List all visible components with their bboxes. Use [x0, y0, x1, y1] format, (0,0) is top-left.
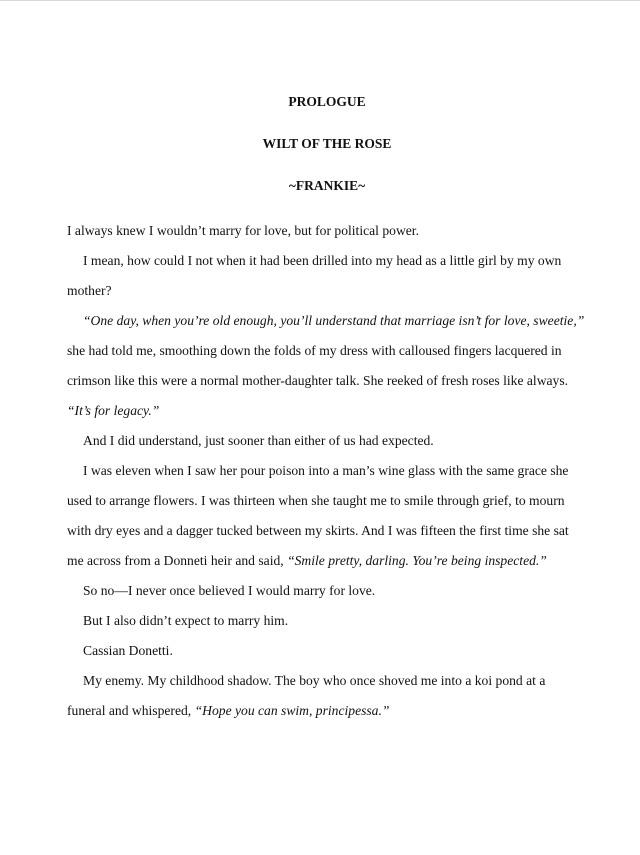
paragraph-4: [67, 426, 587, 456]
paragraph-6: [67, 576, 587, 606]
dialogue-quote: “Hope you can swim, principessa.”: [194, 703, 390, 718]
paragraph-text: I always knew I wouldn’t marry for love, but for political power.: [67, 223, 419, 238]
paragraph-text: she had told me, smoothing down the folds of my dress with calloused fingers lacquered in crimson like this were a normal mother-daughter talk. She reeked of fresh roses like always.: [67, 343, 569, 388]
paragraph-8: [67, 636, 587, 666]
paragraph-9: [67, 666, 587, 726]
paragraph-text: But I also didn’t expect to marry him.: [83, 613, 289, 628]
manuscript-page: [67, 91, 587, 726]
dialogue-quote: “Smile pretty, darling. You’re being inspected.”: [287, 553, 547, 568]
paragraph-5: [67, 456, 587, 576]
paragraph-text: And I did understand, just sooner than either of us had expected.: [83, 433, 434, 448]
paragraph-text: I mean, how could I not when it had been drilled into my head as a little girl by my own mother?: [67, 253, 562, 298]
paragraph-text: I was eleven when I saw her pour poison into a man’s wine glass with the same grace she used to arrange flowers. I was thirteen when she taught me to smile through grief, to mourn with dry eyes and a dagger tucked between my skirts. And I was fifteen the first time she sat me across from a Donneti heir and said,: [67, 463, 569, 568]
paragraph-2: [67, 246, 587, 306]
dialogue-quote: “One day, when you’re old enough, you’ll understand that marriage isn’t for love, sweetie,”: [83, 313, 585, 328]
paragraph-3: [67, 306, 587, 426]
paragraph-text: Cassian Donetti.: [83, 643, 173, 658]
paragraph-1: [67, 216, 587, 246]
paragraph-7: [67, 606, 587, 636]
page-top-border: [0, 0, 640, 1]
paragraph-text: So no—I never once believed I would marry for love.: [83, 583, 376, 598]
chapter-title: WILT OF THE ROSE: [262, 136, 392, 151]
dialogue-quote: “It’s for legacy.”: [67, 403, 160, 418]
pov-character: ~FRANKIE~: [288, 178, 366, 193]
paragraph-text: My enemy. My childhood shadow. The boy who once shoved me into a koi pond at a funeral and whispered,: [67, 673, 546, 718]
chapter-heading: PROLOGUE: [288, 94, 366, 109]
